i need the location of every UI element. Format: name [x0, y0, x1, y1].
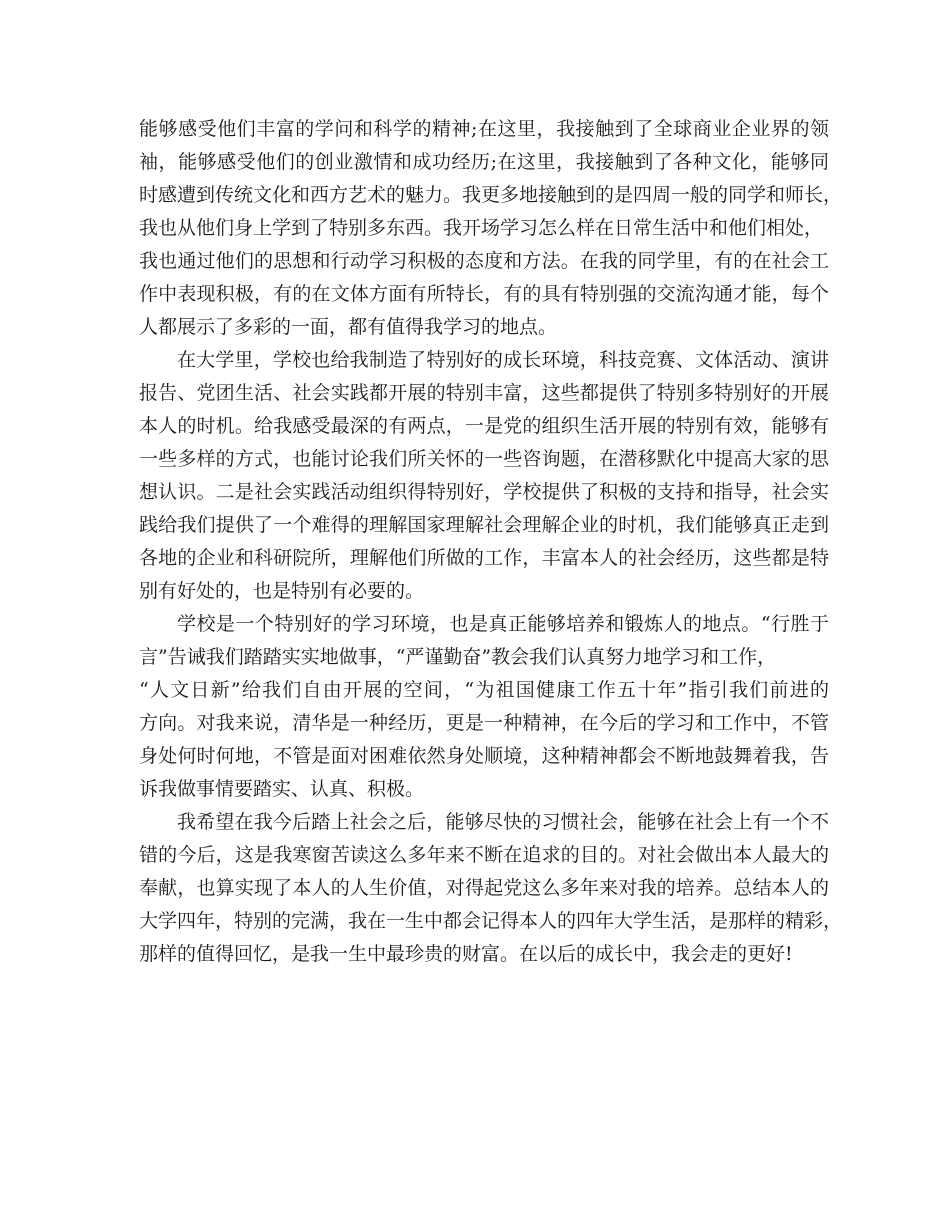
- paragraph-2: [139, 344, 829, 608]
- text-line: 那样的值得回忆，是我一生中最珍贵的财富。在以后的成长中，我会走的更好!: [139, 943, 793, 965]
- text-line: “人文日新”给我们自由开展的空间，“为祖国健康工作五十年”指引我们前进的: [139, 679, 829, 701]
- text-line: 在大学里，学校也给我制造了特别好的成长环境，科技竞赛、文体活动、演讲: [177, 349, 829, 371]
- text-line: 别有好处的，也是特别有必要的。: [139, 580, 425, 602]
- text-line: 人都展示了多彩的一面，都有值得我学习的地点。: [139, 316, 558, 338]
- paragraph-1: [139, 113, 843, 344]
- text-line: 各地的企业和科研院所，理解他们所做的工作，丰富本人的社会经历，这些都是特: [139, 547, 829, 569]
- text-line: 言”告诫我们踏踏实实地做事，“严谨勤奋”教会我们认真努力地学习和工作，: [139, 646, 777, 668]
- text-line: 作中表现积极，有的在文体方面有所特长，有的具有特别强的交流沟通才能，每个: [139, 283, 829, 305]
- paragraph-4: [139, 806, 843, 971]
- text-line: 奉献，也算实现了本人的人生价值，对得起党这么多年来对我的培养。总结本人的: [139, 877, 829, 899]
- document-body: [139, 113, 843, 971]
- text-line: 诉我做事情要踏实、认真、积极。: [139, 778, 425, 800]
- text-line: 想认识。二是社会实践活动组织得特别好，学校提供了积极的支持和指导，社会实: [139, 481, 829, 503]
- text-line: 方向。对我来说，清华是一种经历，更是一种精神，在今后的学习和工作中，不管: [139, 712, 829, 734]
- text-line: 报告、党团生活、社会实践都开展的特别丰富，这些都提供了特别多特别好的开展: [139, 382, 829, 404]
- text-line: 我也从他们身上学到了特别多东西。我开场学习怎么样在日常生活中和他们相处，: [139, 217, 824, 239]
- text-line: 一些多样的方式，也能讨论我们所关怀的一些咨询题，在潜移默化中提高大家的思: [139, 448, 829, 470]
- text-line: 我也通过他们的思想和行动学习积极的态度和方法。在我的同学里，有的在社会工: [139, 250, 829, 272]
- text-line: 能够感受他们丰富的学问和科学的精神;在这里，我接触到了全球商业企业界的领: [139, 118, 829, 140]
- text-line: 践给我们提供了一个难得的理解国家理解社会理解企业的时机，我们能够真正走到: [139, 514, 829, 536]
- text-line: 错的今后，这是我寒窗苦读这么多年来不断在追求的目的。对社会做出本人最大的: [139, 844, 829, 866]
- text-line: 身处何时何地，不管是面对困难依然身处顺境，这种精神都会不断地鼓舞着我，告: [139, 745, 829, 767]
- text-line: 大学四年，特别的完满，我在一生中都会记得本人的四年大学生活，是那样的精彩，: [139, 910, 843, 932]
- text-line: 时感遭到传统文化和西方艺术的魅力。我更多地接触到的是四周一般的同学和师长，: [139, 184, 843, 206]
- text-line: 本人的时机。给我感受最深的有两点，一是党的组织生活开展的特别有效，能够有: [139, 415, 829, 437]
- text-line: 袖，能够感受他们的创业激情和成功经历;在这里，我接触到了各种文化，能够同: [139, 151, 829, 173]
- paragraph-3: [139, 608, 829, 806]
- text-line: 学校是一个特别好的学习环境，也是真正能够培养和锻炼人的地点。“行胜于: [177, 613, 829, 635]
- text-line: 我希望在我今后踏上社会之后，能够尽快的习惯社会，能够在社会上有一个不: [177, 811, 829, 833]
